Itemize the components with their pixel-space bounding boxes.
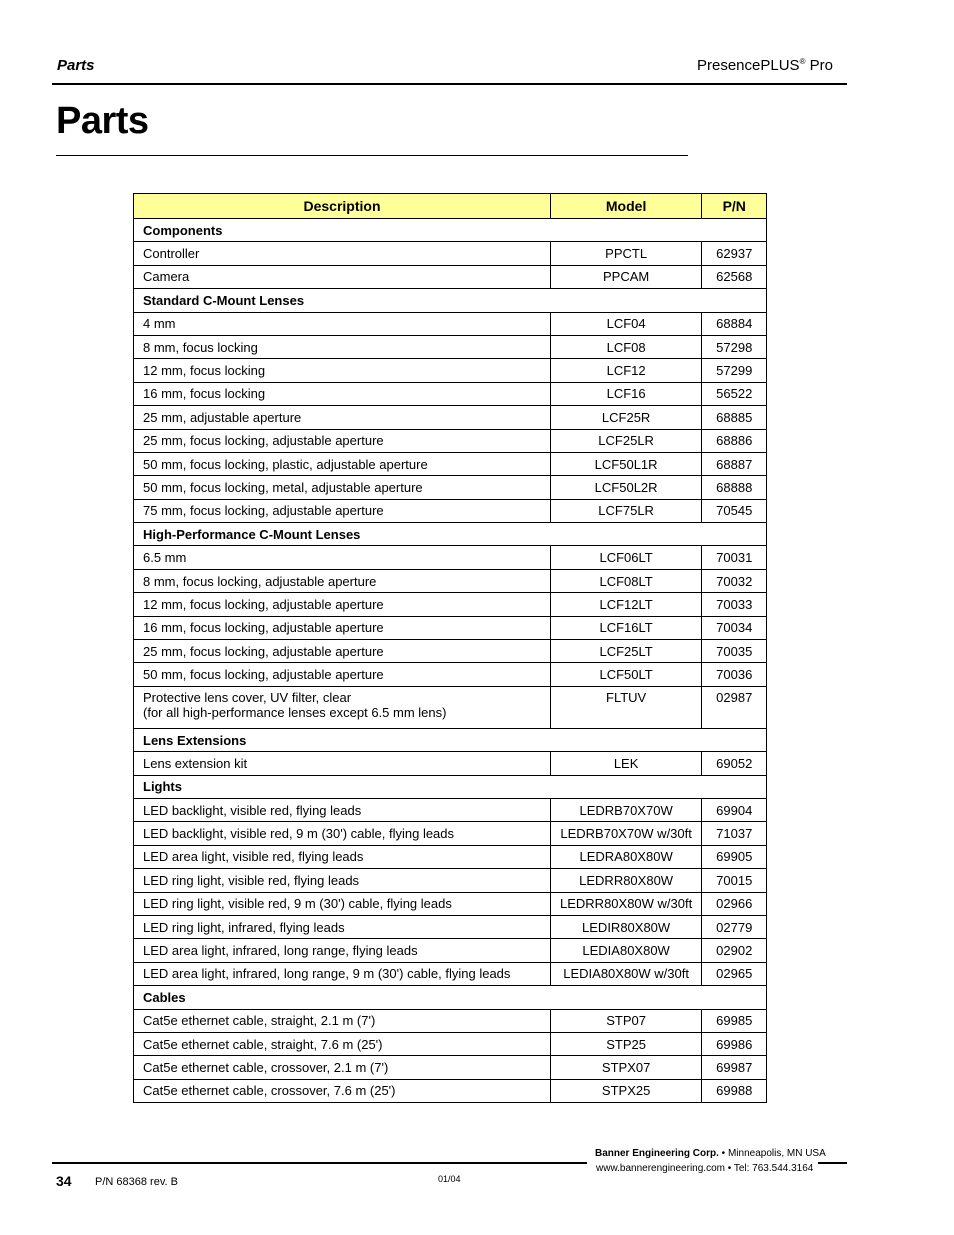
description-text: 12 mm, focus locking, adjustable aperture: [143, 596, 384, 612]
cell-pn: 70545: [702, 499, 767, 522]
cell-model: STP25: [551, 1032, 702, 1055]
description-text: LED area light, visible red, flying leads: [143, 849, 364, 865]
page-title: Parts: [56, 100, 149, 142]
cell-pn: 02902: [702, 939, 767, 962]
cell-description: [134, 1009, 551, 1032]
table-row: [134, 663, 767, 686]
description-text: Protective lens cover, UV filter, clear: [143, 689, 352, 705]
cell-model: LEDRB70X70W w/30ft: [551, 822, 702, 845]
product-name: PresencePLUS: [697, 57, 800, 74]
cell-model: LEDRR80X80W: [551, 869, 702, 892]
cell-description: [134, 476, 551, 499]
section-heading: Standard C-Mount Lenses: [134, 289, 767, 312]
registered-mark: ®: [799, 57, 806, 66]
table-row: [134, 1079, 767, 1102]
header-rule: [52, 83, 847, 85]
cell-pn: 68887: [702, 452, 767, 475]
cell-description: [134, 593, 551, 616]
cell-pn: 69986: [702, 1032, 767, 1055]
table-row: [134, 546, 767, 569]
cell-model: LCF25LR: [551, 429, 702, 452]
cell-model: LCF50LT: [551, 663, 702, 686]
description-text: Cat5e ethernet cable, straight, 2.1 m (7'): [143, 1013, 376, 1029]
cell-model: STPX07: [551, 1056, 702, 1079]
table-row: [134, 686, 767, 728]
col-header-model: Model: [551, 194, 702, 219]
cell-model: FLTUV: [551, 686, 702, 728]
description-text: 25 mm, focus locking, adjustable aperture: [143, 643, 384, 659]
cell-model: LCF12: [551, 359, 702, 382]
cell-pn: 57299: [702, 359, 767, 382]
footer-rule: [52, 1162, 587, 1164]
cell-model: LEDIA80X80W w/30ft: [551, 962, 702, 985]
cell-pn: 70036: [702, 663, 767, 686]
cell-description: [134, 663, 551, 686]
cell-model: LEDRA80X80W: [551, 845, 702, 868]
table-row: [134, 892, 767, 915]
parts-table: [133, 193, 767, 1103]
cell-model: LCF08: [551, 335, 702, 358]
section-heading: Lens Extensions: [134, 728, 767, 751]
table-row: [134, 869, 767, 892]
cell-description: [134, 242, 551, 265]
description-text: Controller: [143, 246, 200, 262]
cell-pn: 69987: [702, 1056, 767, 1079]
cell-description: [134, 382, 551, 405]
description-text: 16 mm, focus locking, adjustable aperture: [143, 620, 384, 636]
cell-model: LEDRR80X80W w/30ft: [551, 892, 702, 915]
cell-pn: 62937: [702, 242, 767, 265]
section-row: [134, 986, 767, 1009]
description-text: LED backlight, visible red, flying leads: [143, 802, 362, 818]
table-row: [134, 845, 767, 868]
footer-web-tel: www.bannerengineering.com • Tel: 763.544.3164: [596, 1163, 814, 1174]
section-row: [134, 219, 767, 242]
cell-description: [134, 312, 551, 335]
cell-description: [134, 962, 551, 985]
table-row: [134, 406, 767, 429]
cell-model: STP07: [551, 1009, 702, 1032]
table-row: [134, 335, 767, 358]
cell-pn: 70032: [702, 569, 767, 592]
description-text: LED backlight, visible red, 9 m (30') cable, flying leads: [143, 826, 455, 842]
cell-description: [134, 822, 551, 845]
cell-description: [134, 499, 551, 522]
cell-pn: 02987: [702, 686, 767, 728]
cell-model: LEDRB70X70W: [551, 798, 702, 821]
cell-description: [134, 892, 551, 915]
description-text: 4 mm: [143, 316, 176, 332]
table-row: [134, 312, 767, 335]
description-text: 6.5 mm: [143, 550, 187, 566]
table-row: [134, 1032, 767, 1055]
description-text: 25 mm, adjustable aperture: [143, 409, 302, 425]
table-row: [134, 429, 767, 452]
footer-location: • Minneapolis, MN USA: [718, 1148, 826, 1159]
title-rule: [56, 155, 688, 156]
cell-description: [134, 569, 551, 592]
col-header-description: Description: [134, 194, 551, 219]
table-row: [134, 798, 767, 821]
document-part-number: P/N 68368 rev. B: [95, 1176, 178, 1188]
description-text: LED ring light, visible red, flying leads: [143, 872, 360, 888]
cell-pn: 69905: [702, 845, 767, 868]
cell-model: LCF25R: [551, 406, 702, 429]
description-text: 50 mm, focus locking, metal, adjustable aperture: [143, 479, 423, 495]
cell-description: [134, 915, 551, 938]
section-heading: Cables: [134, 986, 767, 1009]
page-number: 34: [56, 1173, 72, 1189]
cell-pn: 69904: [702, 798, 767, 821]
description-text: 8 mm, focus locking: [143, 339, 258, 355]
footer-rule-right: [818, 1162, 847, 1164]
cell-model: LCF75LR: [551, 499, 702, 522]
table-row: [134, 359, 767, 382]
cell-model: LCF25LT: [551, 640, 702, 663]
cell-pn: 69985: [702, 1009, 767, 1032]
cell-description: [134, 1032, 551, 1055]
description-text: 75 mm, focus locking, adjustable aperture: [143, 503, 384, 519]
table-row: [134, 640, 767, 663]
cell-pn: 70033: [702, 593, 767, 616]
cell-description: [134, 939, 551, 962]
section-heading: Lights: [134, 775, 767, 798]
table-row: [134, 939, 767, 962]
cell-model: PPCAM: [551, 265, 702, 288]
cell-pn: 62568: [702, 265, 767, 288]
running-header-section: Parts: [57, 57, 95, 74]
document-date: 01/04: [438, 1174, 461, 1184]
cell-model: LCF16: [551, 382, 702, 405]
table-row: [134, 382, 767, 405]
section-row: [134, 728, 767, 751]
table-header-row: [134, 194, 767, 219]
footer-company: Banner Engineering Corp.: [595, 1148, 719, 1159]
cell-model: LCF04: [551, 312, 702, 335]
cell-pn: 02965: [702, 962, 767, 985]
cell-description: [134, 869, 551, 892]
cell-pn: 56522: [702, 382, 767, 405]
description-text: 8 mm, focus locking, adjustable aperture: [143, 573, 377, 589]
description-note: (for all high-performance lenses except 6.5 mm lens): [143, 704, 447, 720]
cell-description: [134, 335, 551, 358]
cell-model: STPX25: [551, 1079, 702, 1102]
section-row: [134, 775, 767, 798]
table-row: [134, 452, 767, 475]
cell-pn: 71037: [702, 822, 767, 845]
cell-pn: 57298: [702, 335, 767, 358]
cell-pn: 68885: [702, 406, 767, 429]
cell-description: [134, 616, 551, 639]
description-text: Cat5e ethernet cable, straight, 7.6 m (25'): [143, 1036, 383, 1052]
table-row: [134, 499, 767, 522]
description-text: 16 mm, focus locking: [143, 386, 266, 402]
cell-description: [134, 686, 551, 728]
cell-pn: 02966: [702, 892, 767, 915]
cell-pn: 70031: [702, 546, 767, 569]
cell-model: LCF08LT: [551, 569, 702, 592]
section-row: [134, 289, 767, 312]
table-row: [134, 1009, 767, 1032]
description-text: Cat5e ethernet cable, crossover, 7.6 m (25'): [143, 1083, 396, 1099]
section-row: [134, 523, 767, 546]
running-header-product: [697, 57, 833, 74]
cell-pn: 68888: [702, 476, 767, 499]
description-text: LED ring light, infrared, flying leads: [143, 919, 345, 935]
product-suffix: Pro: [805, 57, 833, 74]
cell-pn: 69052: [702, 752, 767, 775]
cell-pn: 70015: [702, 869, 767, 892]
cell-description: [134, 845, 551, 868]
table-row: [134, 593, 767, 616]
cell-pn: 70034: [702, 616, 767, 639]
table-row: [134, 822, 767, 845]
cell-description: [134, 1056, 551, 1079]
table-row: [134, 752, 767, 775]
cell-description: [134, 752, 551, 775]
col-header-pn: P/N: [702, 194, 767, 219]
cell-model: LEDIA80X80W: [551, 939, 702, 962]
cell-model: LEDIR80X80W: [551, 915, 702, 938]
parts-table-body: [134, 219, 767, 1103]
description-text: LED area light, infrared, long range, 9 m (30') cable, flying leads: [143, 966, 511, 982]
description-text: 50 mm, focus locking, plastic, adjustable aperture: [143, 456, 428, 472]
cell-pn: 69988: [702, 1079, 767, 1102]
table-row: [134, 616, 767, 639]
table-row: [134, 962, 767, 985]
cell-description: [134, 452, 551, 475]
cell-description: [134, 359, 551, 382]
cell-description: [134, 798, 551, 821]
cell-description: [134, 1079, 551, 1102]
cell-description: [134, 640, 551, 663]
cell-pn: 68886: [702, 429, 767, 452]
cell-model: LCF16LT: [551, 616, 702, 639]
description-text: 50 mm, focus locking, adjustable aperture: [143, 667, 384, 683]
cell-pn: 70035: [702, 640, 767, 663]
section-heading: Components: [134, 219, 767, 242]
cell-model: LEK: [551, 752, 702, 775]
cell-model: LCF12LT: [551, 593, 702, 616]
section-heading: High-Performance C-Mount Lenses: [134, 523, 767, 546]
cell-description: [134, 265, 551, 288]
table-row: [134, 242, 767, 265]
description-text: Camera: [143, 269, 190, 285]
description-text: Cat5e ethernet cable, crossover, 2.1 m (7'): [143, 1059, 389, 1075]
cell-model: LCF50L2R: [551, 476, 702, 499]
cell-model: LCF06LT: [551, 546, 702, 569]
table-row: [134, 915, 767, 938]
cell-description: [134, 429, 551, 452]
description-text: 25 mm, focus locking, adjustable aperture: [143, 433, 384, 449]
table-row: [134, 1056, 767, 1079]
table-row: [134, 569, 767, 592]
description-text: 12 mm, focus locking: [143, 363, 266, 379]
cell-description: [134, 406, 551, 429]
cell-description: [134, 546, 551, 569]
description-text: LED ring light, visible red, 9 m (30') cable, flying leads: [143, 896, 452, 912]
cell-pn: 68884: [702, 312, 767, 335]
description-text: LED area light, infrared, long range, flying leads: [143, 943, 418, 959]
table-row: [134, 265, 767, 288]
cell-model: PPCTL: [551, 242, 702, 265]
cell-pn: 02779: [702, 915, 767, 938]
footer-company-line: [595, 1148, 826, 1159]
description-text: Lens extension kit: [143, 755, 248, 771]
cell-model: LCF50L1R: [551, 452, 702, 475]
table-row: [134, 476, 767, 499]
